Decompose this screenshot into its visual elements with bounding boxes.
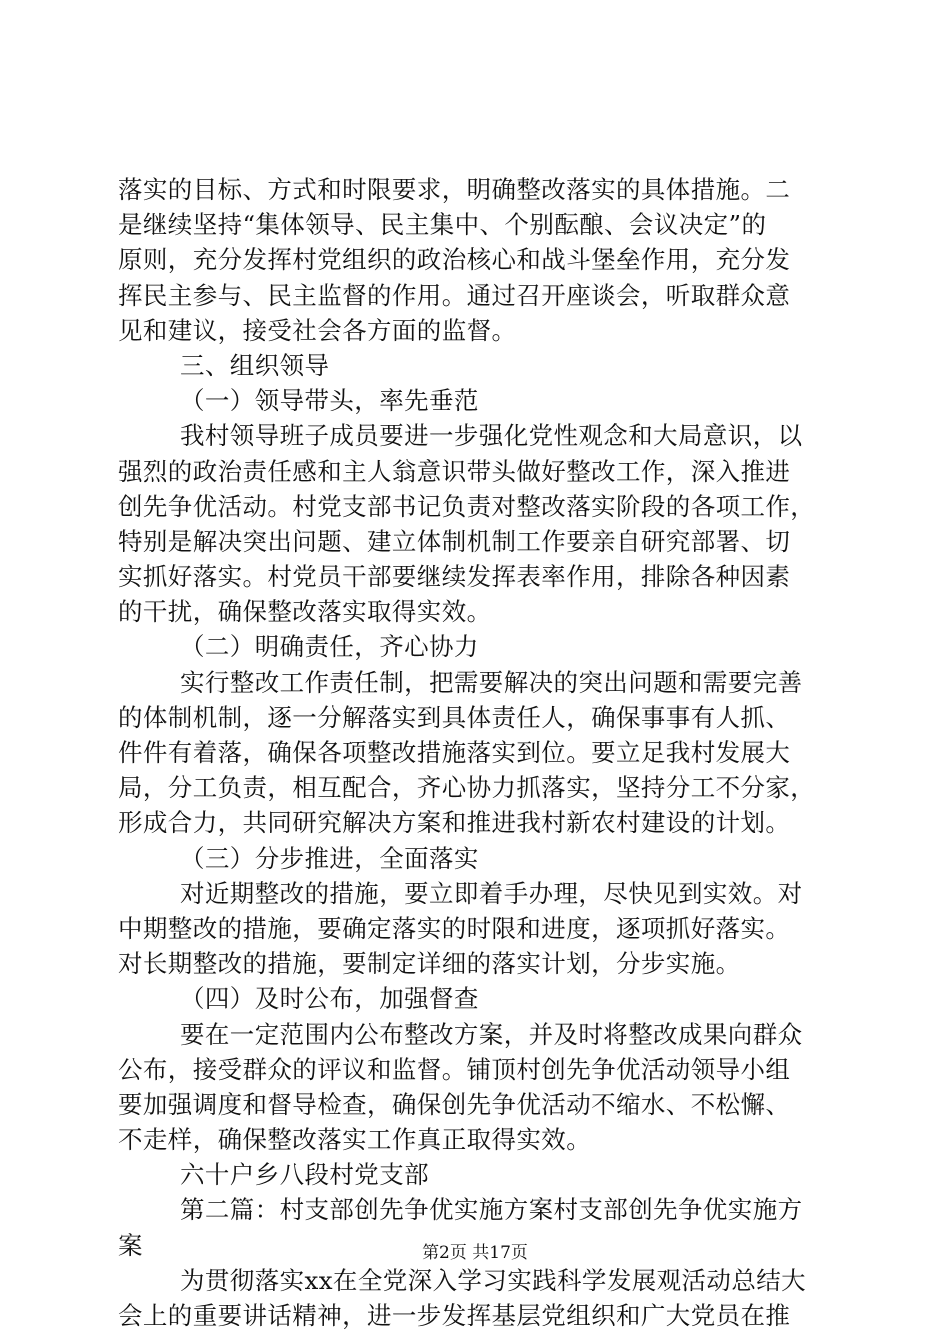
text-line: 要加强调度和督导检查，确保创先争优活动不缩水、不松懈、 xyxy=(118,1089,791,1119)
text-line: 对长期整改的措施，要制定详细的落实计划，分步实施。 xyxy=(118,949,741,979)
paragraph-first-line: 实行整改工作责任制，把需要解决的突出问题和需要完善 xyxy=(180,667,803,697)
text-line: 的体制机制，逐一分解落实到具体责任人，确保事事有人抓、 xyxy=(118,702,791,732)
text-line: 的干扰，确保整改落实取得实效。 xyxy=(118,597,492,627)
text-line: 件件有着落，确保各项整改措施落实到位。要立足我村发展大 xyxy=(118,738,791,767)
subsection-heading: （三）分步推进，全面落实 xyxy=(180,843,479,873)
text-line: 不走样，确保整改落实工作真正取得实效。 xyxy=(118,1125,592,1155)
text-line: 是继续坚持“集体领导、民主集中、个别酝酿、会议决定”的 xyxy=(118,210,767,240)
subsection-heading: （一）领导带头，率先垂范 xyxy=(180,386,479,416)
text-line: 落实的目标、方式和时限要求，明确整改落实的具体措施。二 xyxy=(118,175,791,204)
text-line: 实抓好落实。村党员干部要继续发挥表率作用，排除各种因素 xyxy=(118,562,791,592)
text-line: 局，分工负责，相互配合，齐心协力抓落实，坚持分工不分家， xyxy=(118,773,816,803)
text-line: 会上的重要讲话精神，进一步发挥基层党组织和广大党员在推 xyxy=(118,1301,791,1330)
paragraph-first-line: 对近期整改的措施，要立即着手办理，尽快见到实效。对 xyxy=(180,878,803,908)
text-line: 原则，充分发挥村党组织的政治核心和战斗堡垒作用，充分发 xyxy=(118,245,791,275)
text-line: 特别是解决突出问题、建立体制机制工作要亲自研究部署、切 xyxy=(118,526,791,556)
text-line: 形成合力，共同研究解决方案和推进我村新农村建设的计划。 xyxy=(118,808,791,838)
paragraph-first-line: 要在一定范围内公布整改方案，并及时将整改成果向群众 xyxy=(180,1019,803,1049)
chapter-title: 第二篇：村支部创先争优实施方案村支部创先争优实施方 xyxy=(180,1195,803,1225)
text-line: 见和建议，接受社会各方面的监督。 xyxy=(118,315,517,345)
text-line: 强烈的政治责任感和主人翁意识带头做好整改工作，深入推进 xyxy=(118,456,791,486)
signature-line: 六十户乡八段村党支部 xyxy=(180,1160,429,1190)
subsection-heading: （四）及时公布，加强督查 xyxy=(180,984,479,1014)
text-line: 中期整改的措施，要确定落实的时限和进度，逐项抓好落实。 xyxy=(118,913,791,943)
text-line: 创先争优活动。村党支部书记负责对整改落实阶段的各项工作， xyxy=(118,491,816,521)
text-line: 挥民主参与、民主监督的作用。通过召开座谈会，听取群众意 xyxy=(118,280,791,310)
paragraph-first-line: 为贯彻落实xx在全党深入学习实践科学发展观活动总结大 xyxy=(180,1265,807,1295)
document-body xyxy=(118,172,838,1333)
page-number-footer: 第2页 共17页 xyxy=(422,1243,528,1263)
paragraph-first-line: 我村领导班子成员要进一步强化党性观念和大局意识，以 xyxy=(180,421,803,451)
chapter-title-continued: 案 xyxy=(118,1230,143,1260)
text-line: 公布，接受群众的评议和监督。铺顶村创先争优活动领导小组 xyxy=(118,1054,791,1084)
section-heading: 三、组织领导 xyxy=(180,350,330,380)
subsection-heading: （二）明确责任，齐心协力 xyxy=(180,632,479,662)
